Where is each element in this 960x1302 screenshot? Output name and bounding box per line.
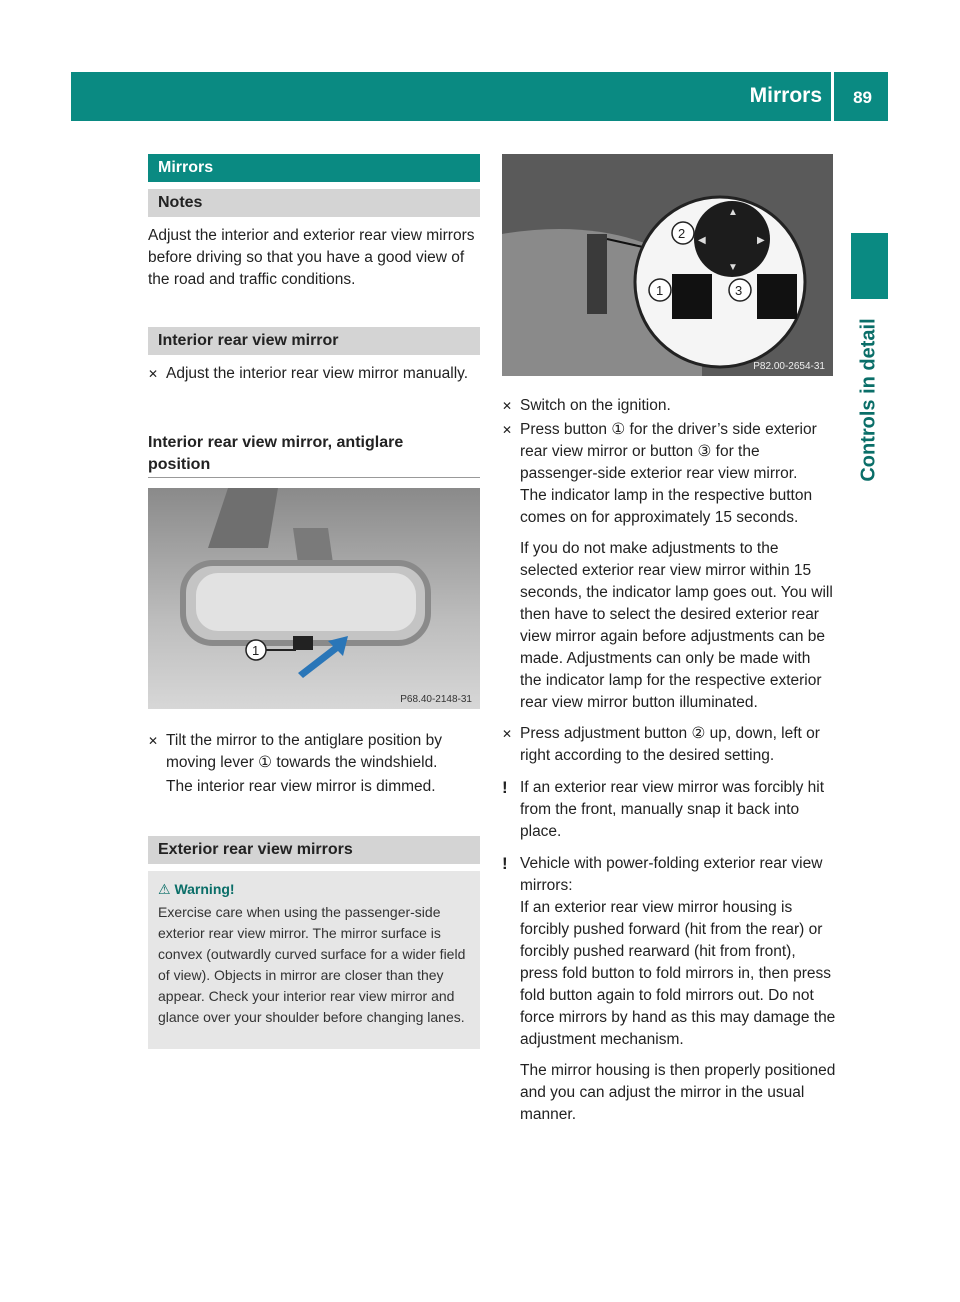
figure-interior-mirror	[148, 488, 480, 709]
header-title: Mirrors	[749, 84, 822, 107]
step-marker-icon: ✕	[502, 399, 513, 413]
caution-icon: !	[502, 778, 508, 797]
note-text: If an exterior rear view mirror housing is forcibly pushed forward (hit from the rear) or forcibly pushed rearward (hit from front), press fold button to fold mirrors in, then press fold button again to fold mirrors out. Do not force mirrors by hand as this may damage the adjustment mechanism.	[520, 899, 836, 1048]
side-tab-label: Controls in detail	[857, 318, 880, 482]
svg-text:▲: ▲	[728, 207, 738, 218]
step-text: Press adjustment button ② up, down, left or right according to the desired setting.	[520, 725, 820, 764]
side-tab-marker	[851, 233, 888, 299]
step-text: Switch on the ignition.	[520, 397, 671, 414]
caution-note-1	[502, 777, 836, 843]
step-result: The interior rear view mirror is dimmed.	[166, 778, 436, 795]
caution-icon: !	[502, 854, 508, 873]
step-text: Press button ① for the driver’s side exterior rear view mirror or button ③ for the passenger-side exterior rear view mirror.	[520, 421, 817, 482]
svg-text:◀: ◀	[698, 235, 706, 246]
warning-triangle-icon: ⚠	[158, 881, 171, 897]
page-number: 89	[853, 88, 872, 107]
interior-mirror-illustration	[148, 488, 480, 709]
step-marker-icon: ✕	[148, 367, 159, 381]
step-marker-icon: ✕	[502, 727, 513, 741]
figure-exterior-mirror-controls	[502, 154, 833, 376]
figure-code: P82.00-2654-31	[753, 361, 825, 372]
subheading-antiglare: Interior rear view mirror, antiglare position	[148, 434, 404, 473]
step-tilt-mirror	[148, 730, 480, 798]
step-adjust-button	[502, 723, 836, 767]
svg-text:3: 3	[735, 283, 743, 298]
heading-exterior-mirrors: Exterior rear view mirrors	[148, 836, 480, 864]
warning-box	[148, 871, 480, 1049]
step-note: If you do not make adjustments to the selected exterior rear view mirror within 15 seconds, the indicator lamp goes out. You will then have to select the desired exterior rear view mirror again before adjustments can be made. Adjustments can only be made with the indicator lamp for the respective exterior rear view mirror button illuminated.	[520, 540, 833, 711]
step-adjust-interior	[148, 363, 480, 385]
svg-text:▼: ▼	[728, 262, 738, 273]
note-result: The mirror housing is then properly positioned and you can adjust the mirror in the usual manner.	[520, 1062, 836, 1123]
door-controls-illustration	[502, 154, 833, 376]
step-text: Adjust the interior rear view mirror manually.	[166, 365, 469, 382]
section-title-mirrors: Mirrors	[148, 154, 480, 182]
divider	[148, 477, 480, 478]
svg-text:1: 1	[252, 643, 260, 658]
note-lead: Vehicle with power-folding exterior rear view mirrors:	[520, 855, 823, 894]
notes-paragraph: Adjust the interior and exterior rear view mirrors before driving so that you have a good view of the road and traffic conditions.	[148, 227, 475, 288]
step-result: The indicator lamp in the respective button comes on for approximately 15 seconds.	[520, 487, 813, 526]
warning-text: Exercise care when using the passenger-side exterior rear view mirror. The mirror surface is convex (outwardly curved surface for a wider field of view). Objects in mirror are closer than they appear. Check your interior rear view mirror and glance over your shoulder before changing lanes.	[158, 904, 466, 1025]
svg-text:1: 1	[656, 283, 664, 298]
step-marker-icon: ✕	[502, 423, 513, 437]
page-header-bar	[71, 72, 888, 121]
warning-title: Warning!	[174, 881, 235, 897]
svg-text:2: 2	[678, 226, 686, 241]
figure-code: P68.40-2148-31	[400, 694, 472, 705]
heading-interior-mirror: Interior rear view mirror	[148, 327, 480, 355]
svg-text:▶: ▶	[757, 235, 765, 246]
header-separator	[831, 72, 834, 121]
step-marker-icon: ✕	[148, 734, 159, 748]
step-text: Tilt the mirror to the antiglare position by moving lever ① towards the windshield.	[166, 732, 442, 771]
caution-note-2	[502, 853, 836, 1126]
note-text: If an exterior rear view mirror was forcibly hit from the front, manually snap it back into place.	[520, 779, 825, 840]
step-switch-ignition	[502, 395, 836, 417]
step-press-button	[502, 419, 836, 714]
heading-notes: Notes	[148, 189, 480, 217]
